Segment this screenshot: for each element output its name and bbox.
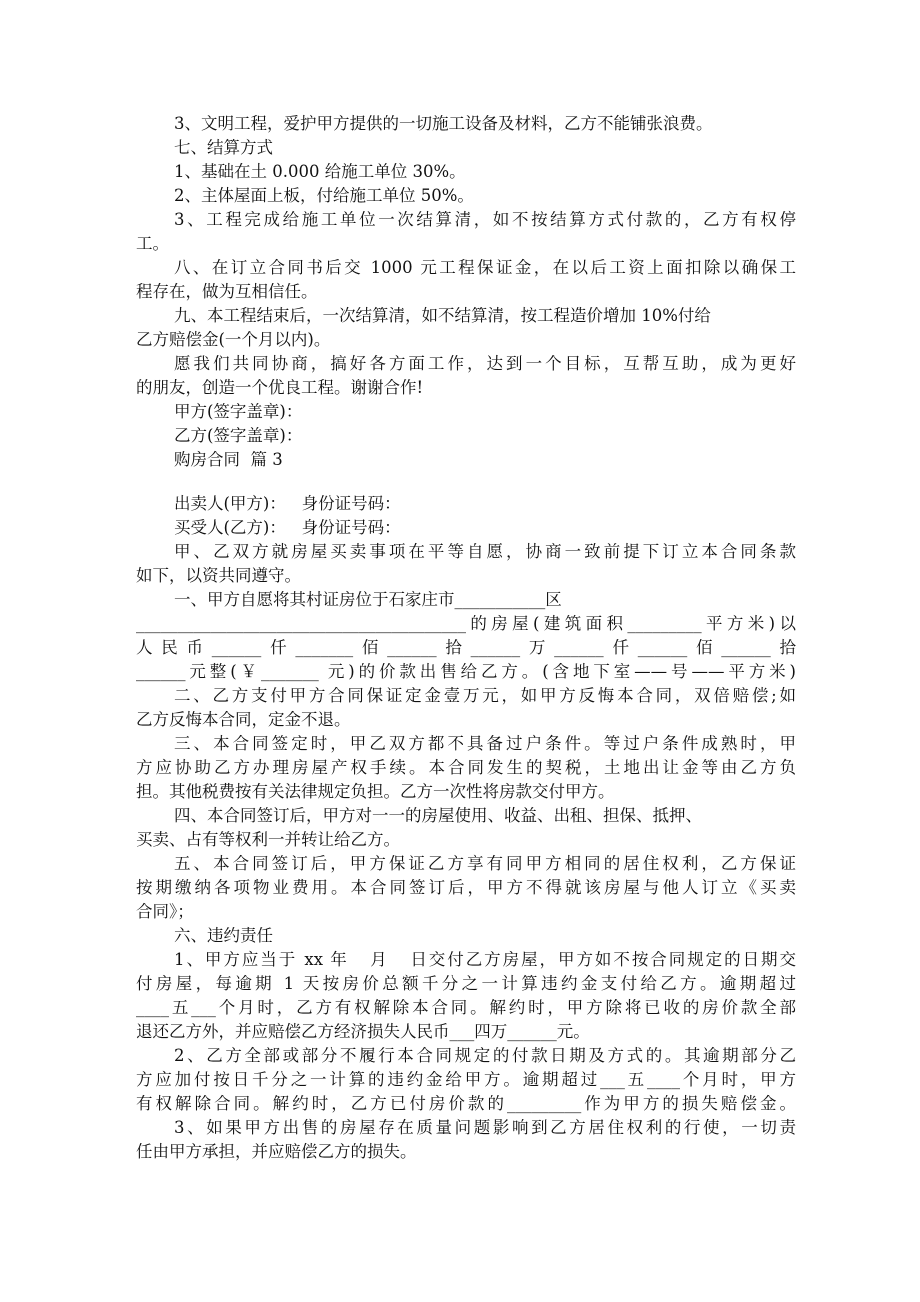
text-line-content: 工。 [136, 234, 169, 253]
text-line [136, 660, 796, 684]
text-line-content: 担。其他税费按有关法律规定负担。乙方一次性将房款交付甲方。 [136, 782, 615, 801]
text-line-content: 乙方赔偿金(一个月以内)。 [136, 330, 331, 349]
text-line [136, 900, 796, 924]
text-line-content: 购房合同 篇 3 [174, 450, 283, 469]
text-line [136, 804, 796, 828]
text-line-content: 一、甲方自愿将其村证房位于石家庄市___________区 [174, 590, 562, 609]
text-line-content: 如下，以资共同遵守。 [136, 566, 301, 585]
text-line-content: 3、文明工程，爱护甲方提供的一切施工设备及材料，乙方不能铺张浪费。 [174, 114, 713, 133]
text-line-content: 六、违约责任 [174, 926, 273, 945]
text-line [136, 208, 796, 232]
text-line [136, 400, 796, 424]
text-line-content: 有权解除合同。解约时，乙方已付房价款的_________作为甲方的损失赔偿金。 [136, 1094, 796, 1113]
text-line [136, 516, 796, 540]
text-line [136, 588, 796, 612]
text-line [136, 280, 796, 304]
text-line-content: ____五___个月时，乙方有权解除本合同。解约时，甲方除将已收的房价款全部 [136, 998, 796, 1017]
text-line [136, 232, 796, 256]
text-line [136, 1140, 796, 1164]
text-line-content: 1、基础在土 0.000 给施工单位 30%。 [174, 162, 466, 181]
blank-line [136, 472, 796, 492]
text-line-content: 合同》； [136, 902, 194, 921]
text-line [136, 708, 796, 732]
text-line [136, 136, 796, 160]
text-line-content: 1、甲方应当于 xx 年 月 日交付乙方房屋，甲方如不按合同规定的日期交 [174, 950, 796, 969]
text-line [136, 924, 796, 948]
text-line [136, 328, 796, 352]
text-line-content: 七、结算方式 [174, 138, 273, 157]
text-line [136, 1116, 796, 1140]
text-line-content: 四、本合同签订后，甲方对一一的房屋使用、收益、出租、担保、抵押、 [174, 806, 702, 825]
text-line-content: 乙方反悔本合同，定金不退。 [136, 710, 351, 729]
text-line-content: 任由甲方承担，并应赔偿乙方的损失。 [136, 1142, 417, 1161]
text-line [136, 684, 796, 708]
text-line [136, 756, 796, 780]
text-line [136, 876, 796, 900]
text-line-content: 方应协助乙方办理房屋产权手续。本合同发生的契税，土地出让金等由乙方负 [136, 758, 796, 777]
text-line [136, 828, 796, 852]
text-line-content: 五、本合同签订后，甲方保证乙方享有同甲方相同的居住权利，乙方保证 [174, 854, 796, 873]
text-line-content: 2、乙方全部或部分不履行本合同规定的付款日期及方式的。其逾期部分乙 [174, 1046, 796, 1065]
text-line-content: 付房屋，每逾期 1 天按房价总额千分之一计算违约金支付给乙方。逾期超过 [136, 974, 796, 993]
text-line-content: 乙方(签字盖章)： [174, 426, 303, 445]
text-line [136, 112, 796, 136]
text-line [136, 780, 796, 804]
text-line [136, 636, 796, 660]
text-line [136, 972, 796, 996]
text-line-content: ________________________________________的房屋(建筑面积_________平方米)以 [136, 614, 796, 633]
text-line [136, 424, 796, 448]
text-line-content: 三、本合同签定时，甲乙双方都不具备过户条件。等过户条件成熟时，甲 [174, 734, 796, 753]
text-line-content: 出卖人(甲方)： 身份证号码： [174, 494, 401, 513]
text-line-content: ______元整(￥_______ 元)的价款出售给乙方。(含地下室——号——平方米) [136, 662, 796, 681]
text-line-content: 按期缴纳各项物业费用。本合同签订后，甲方不得就该房屋与他人订立《买卖 [136, 878, 796, 897]
text-line-content: 甲、乙双方就房屋买卖事项在平等自愿，协商一致前提下订立本合同条款 [174, 542, 796, 561]
text-line [136, 1044, 796, 1068]
text-line [136, 1068, 796, 1092]
text-line [136, 540, 796, 564]
text-line [136, 564, 796, 588]
text-line-content: 3、如果甲方出售的房屋存在质量问题影响到乙方居住权利的行使，一切责 [174, 1118, 796, 1137]
text-line [136, 1092, 796, 1116]
text-line-content: 退还乙方外，并应赔偿乙方经济损失人民币___四万______元。 [136, 1022, 590, 1041]
text-line [136, 1020, 796, 1044]
document-page [136, 112, 796, 1164]
text-line-content: 程存在，做为互相信任。 [136, 282, 318, 301]
text-line [136, 948, 796, 972]
text-line [136, 852, 796, 876]
text-line [136, 352, 796, 376]
text-line [136, 376, 796, 400]
text-line [136, 612, 796, 636]
text-line-content: 二、乙方支付甲方合同保证定金壹万元，如甲方反悔本合同，双倍赔偿;如 [174, 686, 796, 705]
text-line [136, 304, 796, 328]
text-line-content: 九、本工程结束后，一次结算清，如不结算清，按工程造价增加 10%付给 [174, 306, 711, 325]
text-line-content: 的朋友，创造一个优良工程。谢谢合作! [136, 378, 424, 397]
text-line [136, 184, 796, 208]
text-line-content: 方应加付按日千分之一计算的违约金给甲方。逾期超过___五____个月时，甲方 [136, 1070, 796, 1089]
text-line [136, 448, 796, 472]
text-line-content: 2、主体屋面上板，付给施工单位 50%。 [174, 186, 474, 205]
text-line [136, 732, 796, 756]
text-line-content: 人民币______仟_______佰______拾______万______仟______佰______拾 [136, 638, 796, 657]
text-line-content: 3、工程完成给施工单位一次结算清，如不按结算方式付款的，乙方有权停 [174, 210, 796, 229]
text-line [136, 160, 796, 184]
text-line [136, 996, 796, 1020]
text-line-content: 买卖、占有等权利一并转让给乙方。 [136, 830, 400, 849]
text-line [136, 256, 796, 280]
text-line [136, 492, 796, 516]
text-line-content: 买受人(乙方)： 身份证号码： [174, 518, 401, 537]
text-line-content: 愿我们共同协商，搞好各方面工作，达到一个目标，互帮互助，成为更好 [174, 354, 796, 373]
text-line-content: 甲方(签字盖章)： [174, 402, 303, 421]
text-line-content: 八、在订立合同书后交 1000 元工程保证金，在以后工资上面扣除以确保工 [174, 258, 796, 277]
